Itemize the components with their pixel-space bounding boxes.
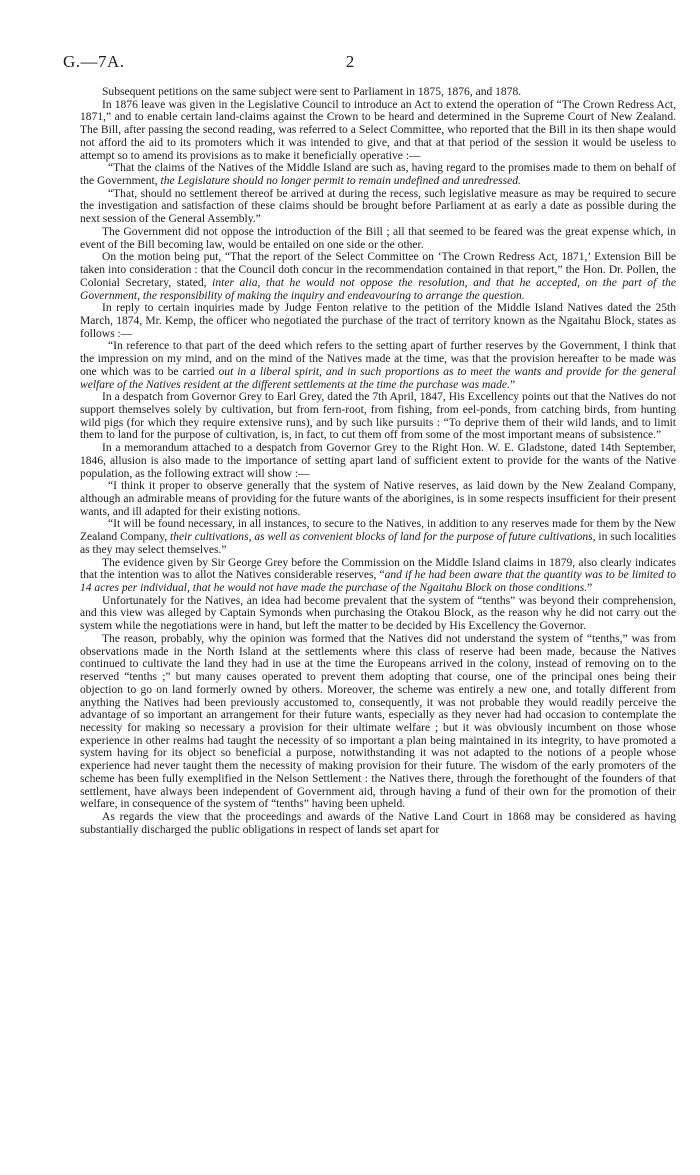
text-run: The reason, probably, why the opinion was formed that the Natives did not understand the system of “tenths,” was from observations made in the North Island at the settlements where this class of reserve had been made, because the Natives continued to cultivate the land they had in use at the time the Europeans arrived in the colony, instead of removing on to the reserved “tenths ;” but many causes operated to prevent them adopting that course, one of the principal ones being their objection to go on land formerly owned by others. Moreover, the scheme was entirely a new one, and totally different from anything the Natives had been previously accustomed to, consequently, it was not probable they would readily perceive the advantage of so important an arrangement for their future wants, especially as they never had had occasion to contemplate the necessity for making so necessary a provision for their ultimate welfare ; but it was obviously incumbent on those whose experience in other realms had taught the necessity of so important a plan being maintained in its integrity, to have promoted a system having for its object so beneficial a purpose, notwithstanding it was not adapted to the notions of a people whose experience had never taught them the necessity of making provision for their future. The wisdom of the early promoters of the scheme has been fully exemplified in the Nelson Settlement : the Natives there, through the forethought of the founders of that settlement, have always been independent of Government aid, through having a fund of their own for the promotion of their welfare, in consequence of the system of “tenths” having been upheld.	[80, 632, 676, 811]
text-run: “In reference to that part of the deed which refers to the setting apart of further reserves by the Government, I think that the impression on my mind, and on the mind of the Natives made at the time, was that the provision hereafter to be made was one which was to be carried	[80, 340, 676, 378]
italic-text: inter alia, that he would not oppose the resolution, and that he accepted, on the part of the Government, the responsibility of making the inquiry and endeavouring to arrange the question.	[80, 276, 676, 302]
italic-text: the Legislature should no longer permit to remain undefined and unredressed.	[160, 175, 521, 188]
paragraph	[80, 633, 676, 811]
quoted-paragraph	[80, 480, 676, 518]
paragraph	[80, 302, 676, 340]
text-run: Unfortunately for the Natives, an idea had become prevalent that the system of “tenths” was beyond their comprehension, and this view was alleged by Captain Symonds when purchasing the Otakou Block, as the reason why he did not carry out the system while the negotiations were in hand, but left the matter to be decided by His Excellency the Governor.	[80, 594, 676, 633]
text-run: As regards the view that the proceedings and awards of the Native Land Court in 1868 may be considered as having substantially discharged the public obligations in respect of lands set apart for	[80, 810, 676, 836]
text-run: In a memorandum attached to a despatch from Governor Grey to the Right Hon. W. E. Gladstone, dated 14th September, 1846, allusion is also made to the importance of setting apart land of sufficient extent to provide for the wants of the Native population, as the following extract will show :—	[80, 442, 676, 480]
text-run: “I think it proper to observe generally that the system of Native reserves, as laid down by the New Zealand Company, although an admirable means of providing for the future wants of the aborigines, is in some respects insufficient for their present wants, and ill adapted for their existing notions.	[80, 480, 676, 518]
italic-text: their cultivations, as well as convenient blocks of land for the purpose of future cultivations,	[170, 531, 596, 544]
italic-text: out in a liberal spirit, and in such proportions as to meet the wants and provide for the general welfare of the Natives resident at the different settlements at the time the purchase was made.	[80, 365, 676, 391]
text-run: “That, should no settlement thereof be arrived at during the recess, such legislative measure as may be required to secure the investigation and satisfaction of these claims should be brought before Parliament at as early a date as possible during the next session of the General Assembly.”	[80, 187, 676, 226]
paragraph	[80, 251, 676, 302]
paragraph	[80, 226, 676, 251]
text-run: “That the claims of the Natives of the Middle Island are such as, having regard to the promises made to them on behalf of the Government,	[80, 162, 676, 188]
document-reference: G.—7A.	[63, 52, 125, 71]
quoted-paragraph	[80, 518, 676, 556]
text-run: Subsequent petitions on the same subject were sent to Parliament in 1875, 1876, and 1878.	[102, 86, 522, 98]
italic-text: and if he had been aware that the quantity was to be limited to 14 acres per individual, that he would not have made the purchase of the Ngaitahu Block on those conditions.	[80, 569, 677, 595]
text-run: ”	[509, 378, 516, 391]
text-run: In reply to certain inquiries made by Judge Fenton relative to the petition of the Middle Island Natives dated the 25th March, 1874, Mr. Kemp, the officer who negotiated the purchase of the tract of territory known as the Ngaitahu Block, states as follows :—	[80, 302, 676, 340]
text-run: “It will be found necessary, in all instances, to secure to the Natives, in addition to any reserves made for them by the New Zealand Company,	[80, 518, 676, 544]
paragraph	[80, 391, 676, 442]
text-run: In a despatch from Governor Grey to Earl Grey, dated the 7th April, 1847, His Excellency points out that the Natives do not support themselves solely by cultivation, but from fern-root, from fishing, from eel-ponds, from catching birds, from hunting wild pigs (for which they require extensive runs), and by such like pursuits : “To deprive them of their wild lands, and to limit them to land for the purpose of cultivation, is, in fact, to cut them off from some of the most important means of subsistence.”	[80, 391, 676, 442]
text-run: On the motion being put, “That the report of the Select Committee on ‘The Crown Redress Act, 1871,’ Extension Bill be taken into consideration : that the Council doth concur in the recommendation contained in that report,” the Hon. Dr. Pollen, the Colonial Secretary, stated,	[80, 251, 676, 289]
text-run: The Government did not oppose the introduction of the Bill ; all that seemed to be feared was the great expense which, in event of the Bill becoming law, would be entailed on one side or the other.	[80, 225, 676, 251]
paragraph	[80, 811, 676, 836]
paragraph	[80, 99, 676, 163]
quoted-paragraph	[80, 188, 676, 226]
paragraph	[80, 442, 676, 480]
page-number: 2	[345, 52, 355, 71]
text-run: In 1876 leave was given in the Legislative Council to introduce an Act to extend the operation of “The Crown Redress Act, 1871,” and to enable certain land-claims against the Crown to be heard and determined in the Supreme Court of New Zealand. The Bill, after passing the second reading, was referred to a Select Committee, who reported that the Bill in its then shape would not afford the aid to its promoters which it was intended to give, and that at that period of the session it would be useless to attempt so to amend its provisions as to make it beneficially operative :—	[80, 98, 676, 162]
text-run: The evidence given by Sir George Grey before the Commission on the Middle Island claims in 1879, also clearly indicates that the intention was to allot the Natives considerable reserves, “	[80, 556, 676, 582]
text-run: ”	[587, 582, 593, 595]
text-run: in such localities as they may select themselves.”	[80, 531, 676, 556]
paragraph	[80, 557, 676, 595]
quoted-paragraph	[80, 162, 676, 187]
body-text	[80, 86, 676, 836]
paragraph	[80, 595, 676, 633]
quoted-paragraph	[80, 340, 676, 391]
paragraph	[80, 86, 676, 99]
